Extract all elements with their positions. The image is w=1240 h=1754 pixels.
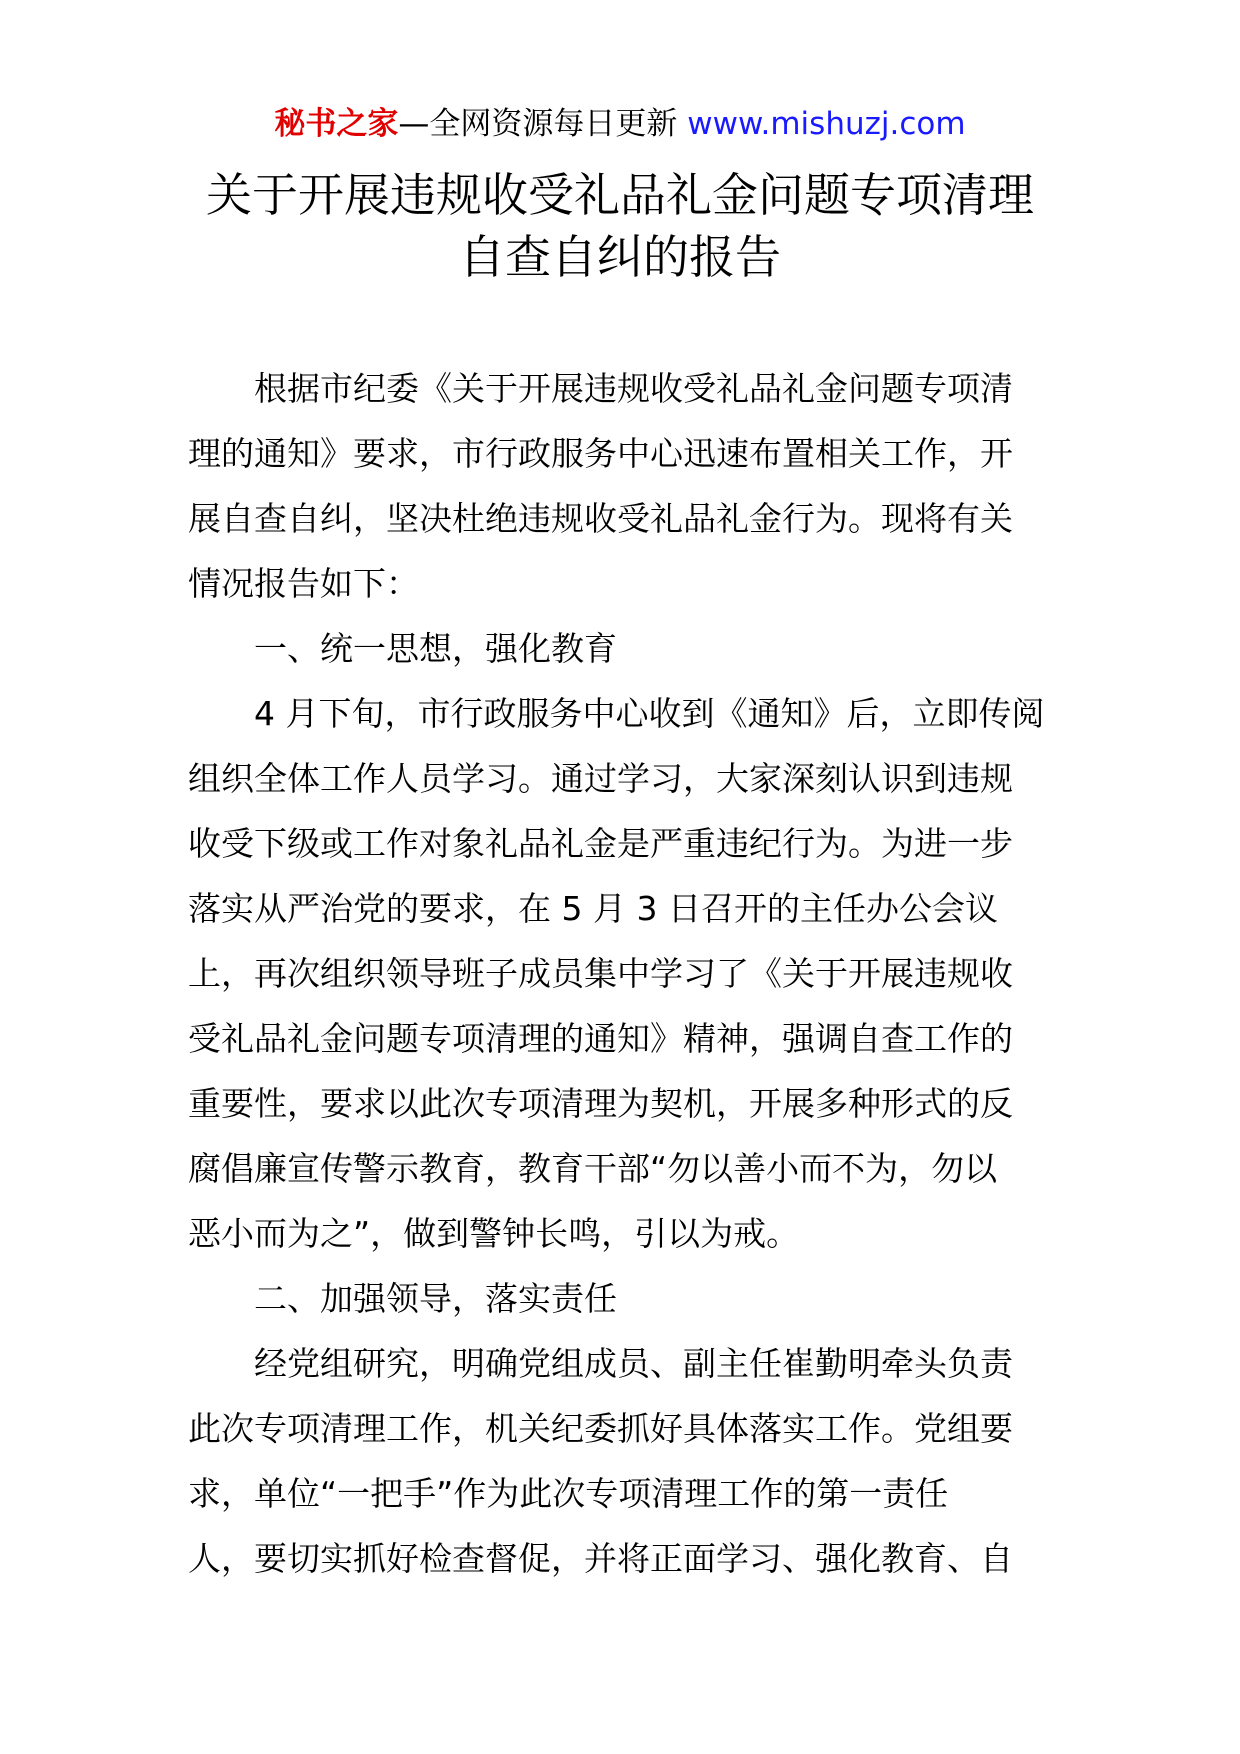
- text-line: 情况报告如下：: [188, 564, 419, 603]
- text-line: 落实从严治党的要求，在 5 月 3 日召开的主任办公会议: [188, 889, 998, 928]
- text-line: 人，要切实抓好检查督促，并将正面学习、强化教育、自: [188, 1539, 1013, 1578]
- intro-paragraph: [188, 356, 1052, 616]
- text-line: 组织全体工作人员学习。通过学习，大家深刻认识到违规: [188, 759, 1013, 798]
- section-2-paragraph: [188, 1331, 1052, 1591]
- site-header: [0, 102, 1240, 146]
- text-line: 展自查自纠，坚决杜绝违规收受礼品礼金行为。现将有关: [188, 499, 1013, 538]
- title-line-2: 自查自纠的报告: [459, 230, 781, 284]
- document-title: [0, 164, 1240, 288]
- text-line: 此次专项清理工作，机关纪委抓好具体落实工作。党组要: [188, 1409, 1013, 1448]
- text-line: 收受下级或工作对象礼品礼金是严重违纪行为。为进一步: [188, 824, 1013, 863]
- text-line: 受礼品礼金问题专项清理的通知》精神，强调自查工作的: [188, 1019, 1013, 1058]
- site-url-link[interactable]: www.mishuzj.com: [687, 106, 966, 142]
- text-line: 根据市纪委《关于开展违规收受礼品礼金问题专项清: [254, 369, 1013, 408]
- text-line: 4 月下旬，市行政服务中心收到《通知》后，立即传阅: [254, 694, 1045, 733]
- site-brand: 秘书之家: [274, 106, 399, 142]
- text-line: 理的通知》要求，市行政服务中心迅速布置相关工作，开: [188, 434, 1013, 473]
- section-1-paragraph: [188, 681, 1052, 1266]
- document-body: [188, 356, 1052, 1591]
- site-tagline: —全网资源每日更新: [398, 106, 688, 142]
- text-line: 上，再次组织领导班子成员集中学习了《关于开展违规收: [188, 954, 1013, 993]
- section-heading-1: 一、统一思想，强化教育: [254, 629, 617, 668]
- text-line: 恶小而为之”，做到警钟长鸣，引以为戒。: [188, 1214, 800, 1253]
- text-line: 经党组研究，明确党组成员、副主任崔勤明牵头负责: [254, 1344, 1013, 1383]
- text-line: 重要性，要求以此次专项清理为契机，开展多种形式的反: [188, 1084, 1013, 1123]
- text-line: 腐倡廉宣传警示教育，教育干部“勿以善小而不为，勿以: [188, 1149, 998, 1188]
- section-heading-2: 二、加强领导，落实责任: [254, 1279, 617, 1318]
- title-line-1: 关于开展违规收受礼品礼金问题专项清理: [206, 168, 1034, 222]
- text-line: 求，单位“一把手”作为此次专项清理工作的第一责任: [188, 1474, 949, 1513]
